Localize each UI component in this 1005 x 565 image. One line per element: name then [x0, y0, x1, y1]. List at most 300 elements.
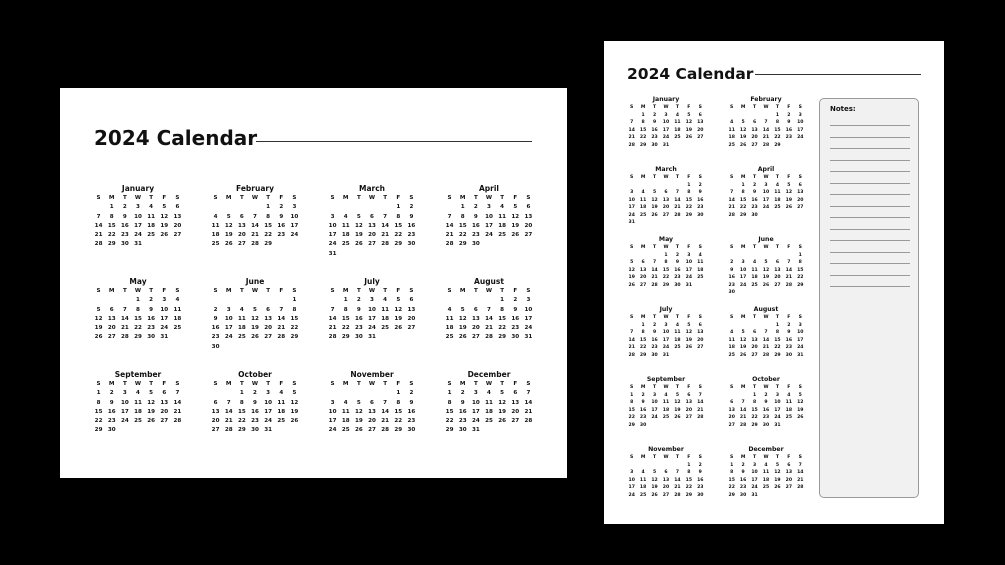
weekday-label: T	[149, 381, 154, 387]
day-cell: 24	[485, 232, 493, 239]
day-cell: 24	[471, 418, 480, 425]
empty-cell	[326, 391, 339, 397]
day-cell: 12	[651, 197, 658, 203]
day-cell: 11	[674, 120, 681, 126]
day-cell: 21	[173, 408, 182, 415]
day-cell: 4	[752, 260, 757, 266]
weekday-label: F	[787, 175, 791, 180]
day-cell: 18	[485, 408, 493, 415]
day-cell: 3	[122, 390, 127, 397]
weekday-label: M	[108, 381, 115, 387]
weekday-label: W	[663, 105, 669, 110]
day-cell: 15	[107, 222, 116, 229]
weekday-label: F	[396, 381, 401, 387]
day-cell: 7	[764, 120, 768, 126]
day-cell: 30	[407, 241, 416, 248]
day-grid	[626, 106, 706, 149]
day-cell: 21	[94, 232, 103, 239]
empty-cell	[235, 205, 248, 211]
day-cell: 25	[751, 282, 758, 288]
day-cell: 9	[213, 315, 218, 322]
month-name: August	[753, 306, 779, 313]
day-cell: 26	[774, 485, 781, 491]
day-cell: 28	[697, 415, 704, 421]
day-cell: 28	[628, 142, 635, 148]
day-cell: 8	[775, 120, 780, 126]
day-cell: 23	[651, 135, 658, 141]
page-title: 2024 Calendar	[94, 126, 258, 150]
weekday-label: T	[675, 105, 679, 110]
day-cell: 27	[237, 241, 246, 248]
weekday-label: W	[763, 105, 769, 110]
day-cell: 8	[239, 399, 244, 406]
day-cell: 11	[674, 330, 681, 336]
day-cell: 22	[237, 418, 246, 425]
day-cell: 10	[485, 213, 493, 220]
month-name: June	[758, 236, 774, 243]
day-cell: 13	[368, 222, 376, 229]
note-line	[830, 194, 910, 195]
day-cell: 23	[674, 275, 681, 281]
day-cell: 18	[674, 127, 681, 133]
day-cell: 22	[394, 418, 403, 425]
day-cell: 7	[96, 213, 101, 220]
day-cell: 20	[639, 275, 647, 281]
day-cell: 27	[524, 232, 533, 239]
day-cell: 21	[224, 418, 233, 425]
day-cell: 24	[290, 232, 299, 239]
day-cell: 30	[728, 290, 735, 296]
day-cell: 30	[785, 352, 793, 358]
day-cell: 1	[741, 182, 745, 188]
day-cell: 24	[774, 415, 781, 421]
empty-cell	[92, 205, 105, 211]
day-cell: 28	[739, 422, 747, 428]
weekday-label: W	[251, 381, 259, 387]
day-cell: 19	[762, 275, 770, 281]
day-cell: 4	[500, 204, 505, 211]
day-cell: 1	[266, 204, 271, 211]
day-cell: 29	[639, 352, 647, 358]
day-cell: 10	[797, 120, 804, 126]
day-cell: 22	[107, 232, 116, 239]
weekday-label: S	[730, 245, 734, 250]
weekday-label: S	[798, 245, 802, 250]
day-cell: 18	[173, 315, 182, 322]
weekday-label: T	[652, 175, 657, 180]
day-cell: 12	[354, 222, 363, 229]
empty-cell	[379, 205, 392, 211]
empty-cell	[760, 254, 771, 259]
day-cell: 15	[445, 408, 454, 415]
day-cell: 6	[752, 120, 757, 126]
day-cell: 3	[764, 182, 768, 188]
day-cell: 18	[774, 197, 781, 203]
weekday-label: T	[500, 288, 505, 294]
day-cell: 25	[445, 334, 454, 341]
day-cell: 9	[787, 120, 791, 126]
weekday-label: T	[500, 381, 505, 387]
day-cell: 8	[752, 400, 757, 406]
day-cell: 19	[685, 337, 693, 343]
day-cell: 26	[651, 492, 658, 498]
day-cell: 24	[224, 334, 233, 341]
day-cell: 1	[500, 297, 505, 304]
day-cell: 28	[445, 241, 454, 248]
day-cell: 11	[341, 222, 350, 229]
day-cell: 19	[354, 232, 363, 239]
day-grid	[326, 289, 418, 341]
day-cell: 23	[407, 418, 416, 425]
empty-cell	[626, 254, 637, 259]
day-cell: 4	[764, 462, 768, 468]
day-cell: 16	[785, 337, 793, 343]
weekday-label: M	[459, 288, 466, 294]
weekday-label: S	[96, 195, 101, 201]
day-cell: 12	[739, 337, 747, 343]
weekday-label: M	[225, 288, 232, 294]
empty-cell	[737, 324, 748, 329]
month-august	[726, 306, 806, 359]
month-march	[326, 184, 418, 258]
empty-cell	[352, 391, 365, 397]
day-cell: 15	[394, 408, 403, 415]
day-cell: 21	[328, 325, 337, 332]
note-line	[830, 252, 910, 253]
day-cell: 27	[728, 422, 735, 428]
weekday-label: W	[368, 288, 376, 294]
day-cell: 19	[458, 325, 467, 332]
day-cell: 21	[797, 477, 804, 483]
month-october	[726, 376, 806, 429]
weekday-label: M	[640, 105, 646, 110]
empty-cell	[749, 324, 760, 329]
day-cell: 6	[698, 322, 702, 328]
day-cell: 2	[652, 112, 657, 118]
empty-cell	[660, 464, 671, 469]
month-name: November	[350, 370, 394, 379]
day-cell: 1	[687, 462, 691, 468]
day-cell: 25	[639, 212, 647, 218]
weekday-label: W	[663, 385, 669, 390]
empty-cell	[783, 254, 794, 259]
day-cell: 31	[134, 241, 142, 248]
month-july	[326, 277, 418, 341]
day-cell: 18	[762, 477, 770, 483]
day-cell: 24	[120, 418, 129, 425]
day-cell: 6	[239, 213, 244, 220]
day-cell: 6	[409, 297, 414, 304]
day-cell: 28	[728, 212, 735, 218]
day-cell: 21	[651, 275, 658, 281]
day-cell: 19	[224, 232, 233, 239]
day-cell: 11	[381, 306, 390, 313]
day-cell: 3	[266, 390, 271, 397]
weekday-label: F	[687, 175, 691, 180]
weekday-label: S	[96, 288, 101, 294]
day-cell: 5	[741, 330, 745, 336]
day-cell: 29	[628, 422, 635, 428]
day-cell: 30	[639, 422, 647, 428]
day-cell: 23	[107, 418, 116, 425]
day-cell: 13	[407, 306, 416, 313]
day-cell: 23	[697, 485, 704, 491]
day-cell: 14	[277, 315, 286, 322]
weekday-label: S	[798, 315, 802, 320]
day-cell: 1	[396, 390, 401, 397]
day-cell: 23	[458, 418, 467, 425]
day-cell: 3	[798, 112, 802, 118]
day-cell: 2	[698, 182, 702, 188]
day-cell: 25	[147, 232, 156, 239]
weekday-label: F	[513, 288, 518, 294]
day-cell: 8	[641, 330, 645, 336]
day-cell: 20	[368, 232, 376, 239]
day-cell: 15	[685, 197, 693, 203]
day-cell: 31	[628, 220, 635, 226]
day-cell: 27	[407, 325, 416, 332]
day-cell: 25	[134, 418, 142, 425]
month-name: September	[646, 376, 686, 383]
day-cell: 19	[739, 135, 747, 141]
day-cell: 26	[290, 418, 299, 425]
day-cell: 2	[460, 390, 465, 397]
day-cell: 4	[343, 399, 348, 406]
month-february	[209, 184, 301, 248]
day-cell: 15	[458, 222, 467, 229]
month-name: April	[757, 166, 775, 173]
day-cell: 16	[107, 408, 116, 415]
day-cell: 30	[511, 334, 520, 341]
day-cell: 13	[211, 408, 220, 415]
empty-cell	[726, 114, 737, 119]
day-cell: 5	[500, 390, 505, 397]
day-cell: 6	[698, 112, 702, 118]
day-cell: 11	[639, 197, 647, 203]
weekday-label: W	[368, 195, 376, 201]
day-grid	[726, 456, 806, 499]
day-cell: 23	[407, 232, 416, 239]
day-cell: 1	[460, 204, 465, 211]
day-cell: 6	[513, 390, 518, 397]
weekday-label: S	[409, 381, 414, 387]
day-cell: 21	[785, 275, 793, 281]
day-cell: 6	[175, 204, 180, 211]
day-cell: 30	[107, 427, 116, 434]
day-cell: 23	[651, 345, 658, 351]
day-cell: 7	[730, 190, 734, 196]
day-cell: 9	[473, 213, 478, 220]
weekday-label: W	[485, 195, 493, 201]
month-name: June	[245, 277, 265, 286]
day-cell: 3	[775, 392, 780, 398]
day-cell: 27	[173, 232, 182, 239]
day-grid	[626, 316, 706, 359]
note-line	[830, 263, 910, 264]
day-cell: 2	[356, 297, 361, 304]
day-cell: 15	[774, 337, 781, 343]
day-cell: 13	[751, 127, 758, 133]
month-name: October	[752, 376, 780, 383]
day-cell: 23	[211, 334, 220, 341]
day-cell: 18	[445, 325, 454, 332]
weekday-label: T	[149, 288, 154, 294]
month-december	[726, 446, 806, 499]
day-cell: 12	[511, 213, 520, 220]
day-grid	[626, 386, 706, 429]
day-cell: 28	[797, 485, 804, 491]
weekday-label: S	[213, 288, 218, 294]
empty-cell	[737, 114, 748, 119]
day-cell: 13	[685, 400, 693, 406]
day-cell: 11	[173, 306, 182, 313]
day-cell: 16	[277, 222, 286, 229]
month-april	[726, 166, 806, 219]
day-cell: 30	[762, 422, 770, 428]
day-cell: 18	[728, 345, 735, 351]
day-cell: 31	[264, 427, 273, 434]
day-cell: 26	[251, 334, 259, 341]
day-cell: 1	[730, 462, 734, 468]
month-may	[92, 277, 184, 341]
day-cell: 8	[136, 306, 140, 313]
day-cell: 16	[354, 315, 363, 322]
day-grid	[443, 382, 535, 434]
day-cell: 30	[407, 427, 416, 434]
day-cell: 17	[628, 205, 635, 211]
empty-cell	[660, 184, 671, 189]
month-name: April	[478, 184, 499, 193]
day-cell: 22	[774, 345, 781, 351]
day-cell: 17	[524, 315, 533, 322]
day-cell: 4	[730, 330, 734, 336]
day-cell: 4	[383, 297, 388, 304]
day-cell: 11	[277, 399, 286, 406]
weekday-label: W	[763, 315, 769, 320]
day-cell: 7	[253, 213, 257, 220]
day-cell: 15	[134, 315, 142, 322]
empty-cell	[339, 391, 352, 397]
day-cell: 29	[685, 492, 693, 498]
empty-cell	[772, 254, 783, 259]
day-cell: 1	[775, 112, 780, 118]
day-cell: 25	[237, 334, 246, 341]
day-cell: 7	[675, 190, 680, 196]
day-cell: 10	[628, 477, 635, 483]
day-cell: 14	[224, 408, 233, 415]
day-cell: 14	[328, 315, 337, 322]
day-cell: 5	[775, 462, 780, 468]
month-august	[443, 277, 535, 341]
day-cell: 3	[330, 399, 335, 406]
day-cell: 20	[471, 325, 480, 332]
empty-cell	[222, 391, 235, 397]
day-cell: 17	[797, 337, 804, 343]
day-cell: 9	[741, 470, 745, 476]
day-cell: 6	[787, 462, 791, 468]
day-cell: 26	[785, 205, 793, 211]
day-cell: 25	[674, 135, 681, 141]
day-cell: 27	[639, 282, 647, 288]
day-cell: 31	[662, 352, 670, 358]
day-cell: 25	[381, 325, 390, 332]
day-cell: 20	[173, 222, 182, 229]
day-cell: 24	[628, 492, 635, 498]
day-cell: 29	[774, 352, 781, 358]
weekday-label: S	[330, 288, 335, 294]
day-cell: 8	[687, 190, 691, 196]
weekday-label: M	[342, 195, 349, 201]
weekday-label: T	[652, 455, 657, 460]
day-cell: 27	[264, 334, 273, 341]
weekday-label: T	[675, 175, 679, 180]
day-cell: 3	[630, 470, 634, 476]
day-cell: 16	[785, 127, 793, 133]
weekday-label: W	[251, 195, 259, 201]
weekday-label: M	[740, 385, 746, 390]
day-cell: 9	[675, 260, 680, 266]
day-cell: 26	[224, 241, 233, 248]
day-grid	[726, 386, 806, 429]
month-name: February	[236, 184, 274, 193]
month-name: February	[750, 96, 782, 103]
day-cell: 19	[511, 222, 520, 229]
notes-label: Notes:	[830, 105, 856, 113]
day-cell: 23	[762, 415, 770, 421]
day-cell: 23	[728, 282, 735, 288]
month-name: October	[238, 370, 272, 379]
month-july	[626, 306, 706, 359]
day-cell: 24	[751, 485, 758, 491]
weekday-label: T	[473, 381, 478, 387]
day-cell: 5	[513, 204, 518, 211]
day-cell: 2	[109, 390, 114, 397]
weekday-label: F	[687, 315, 691, 320]
day-cell: 10	[290, 213, 299, 220]
day-cell: 27	[797, 205, 804, 211]
weekday-label: S	[526, 288, 531, 294]
weekday-label: T	[775, 455, 779, 460]
day-cell: 7	[652, 260, 657, 266]
day-cell: 28	[785, 282, 793, 288]
day-cell: 5	[652, 470, 657, 476]
day-cell: 18	[277, 408, 286, 415]
weekday-label: S	[630, 385, 634, 390]
day-cell: 6	[798, 182, 802, 188]
day-cell: 13	[237, 222, 246, 229]
day-cell: 1	[109, 204, 114, 211]
day-cell: 30	[751, 212, 758, 218]
weekday-label: S	[630, 175, 634, 180]
weekday-label: M	[342, 381, 349, 387]
day-cell: 13	[511, 399, 520, 406]
day-cell: 18	[341, 232, 350, 239]
day-cell: 13	[524, 213, 533, 220]
day-cell: 28	[762, 352, 770, 358]
day-cell: 26	[628, 282, 635, 288]
day-cell: 3	[664, 112, 668, 118]
day-cell: 7	[226, 399, 231, 406]
day-cell: 1	[664, 252, 668, 258]
weekday-label: S	[798, 105, 802, 110]
day-cell: 19	[394, 315, 403, 322]
weekday-label: S	[292, 288, 297, 294]
day-cell: 30	[251, 427, 259, 434]
day-cell: 16	[728, 275, 735, 281]
day-grid	[326, 382, 418, 434]
day-cell: 11	[147, 213, 156, 220]
day-cell: 9	[149, 306, 154, 313]
